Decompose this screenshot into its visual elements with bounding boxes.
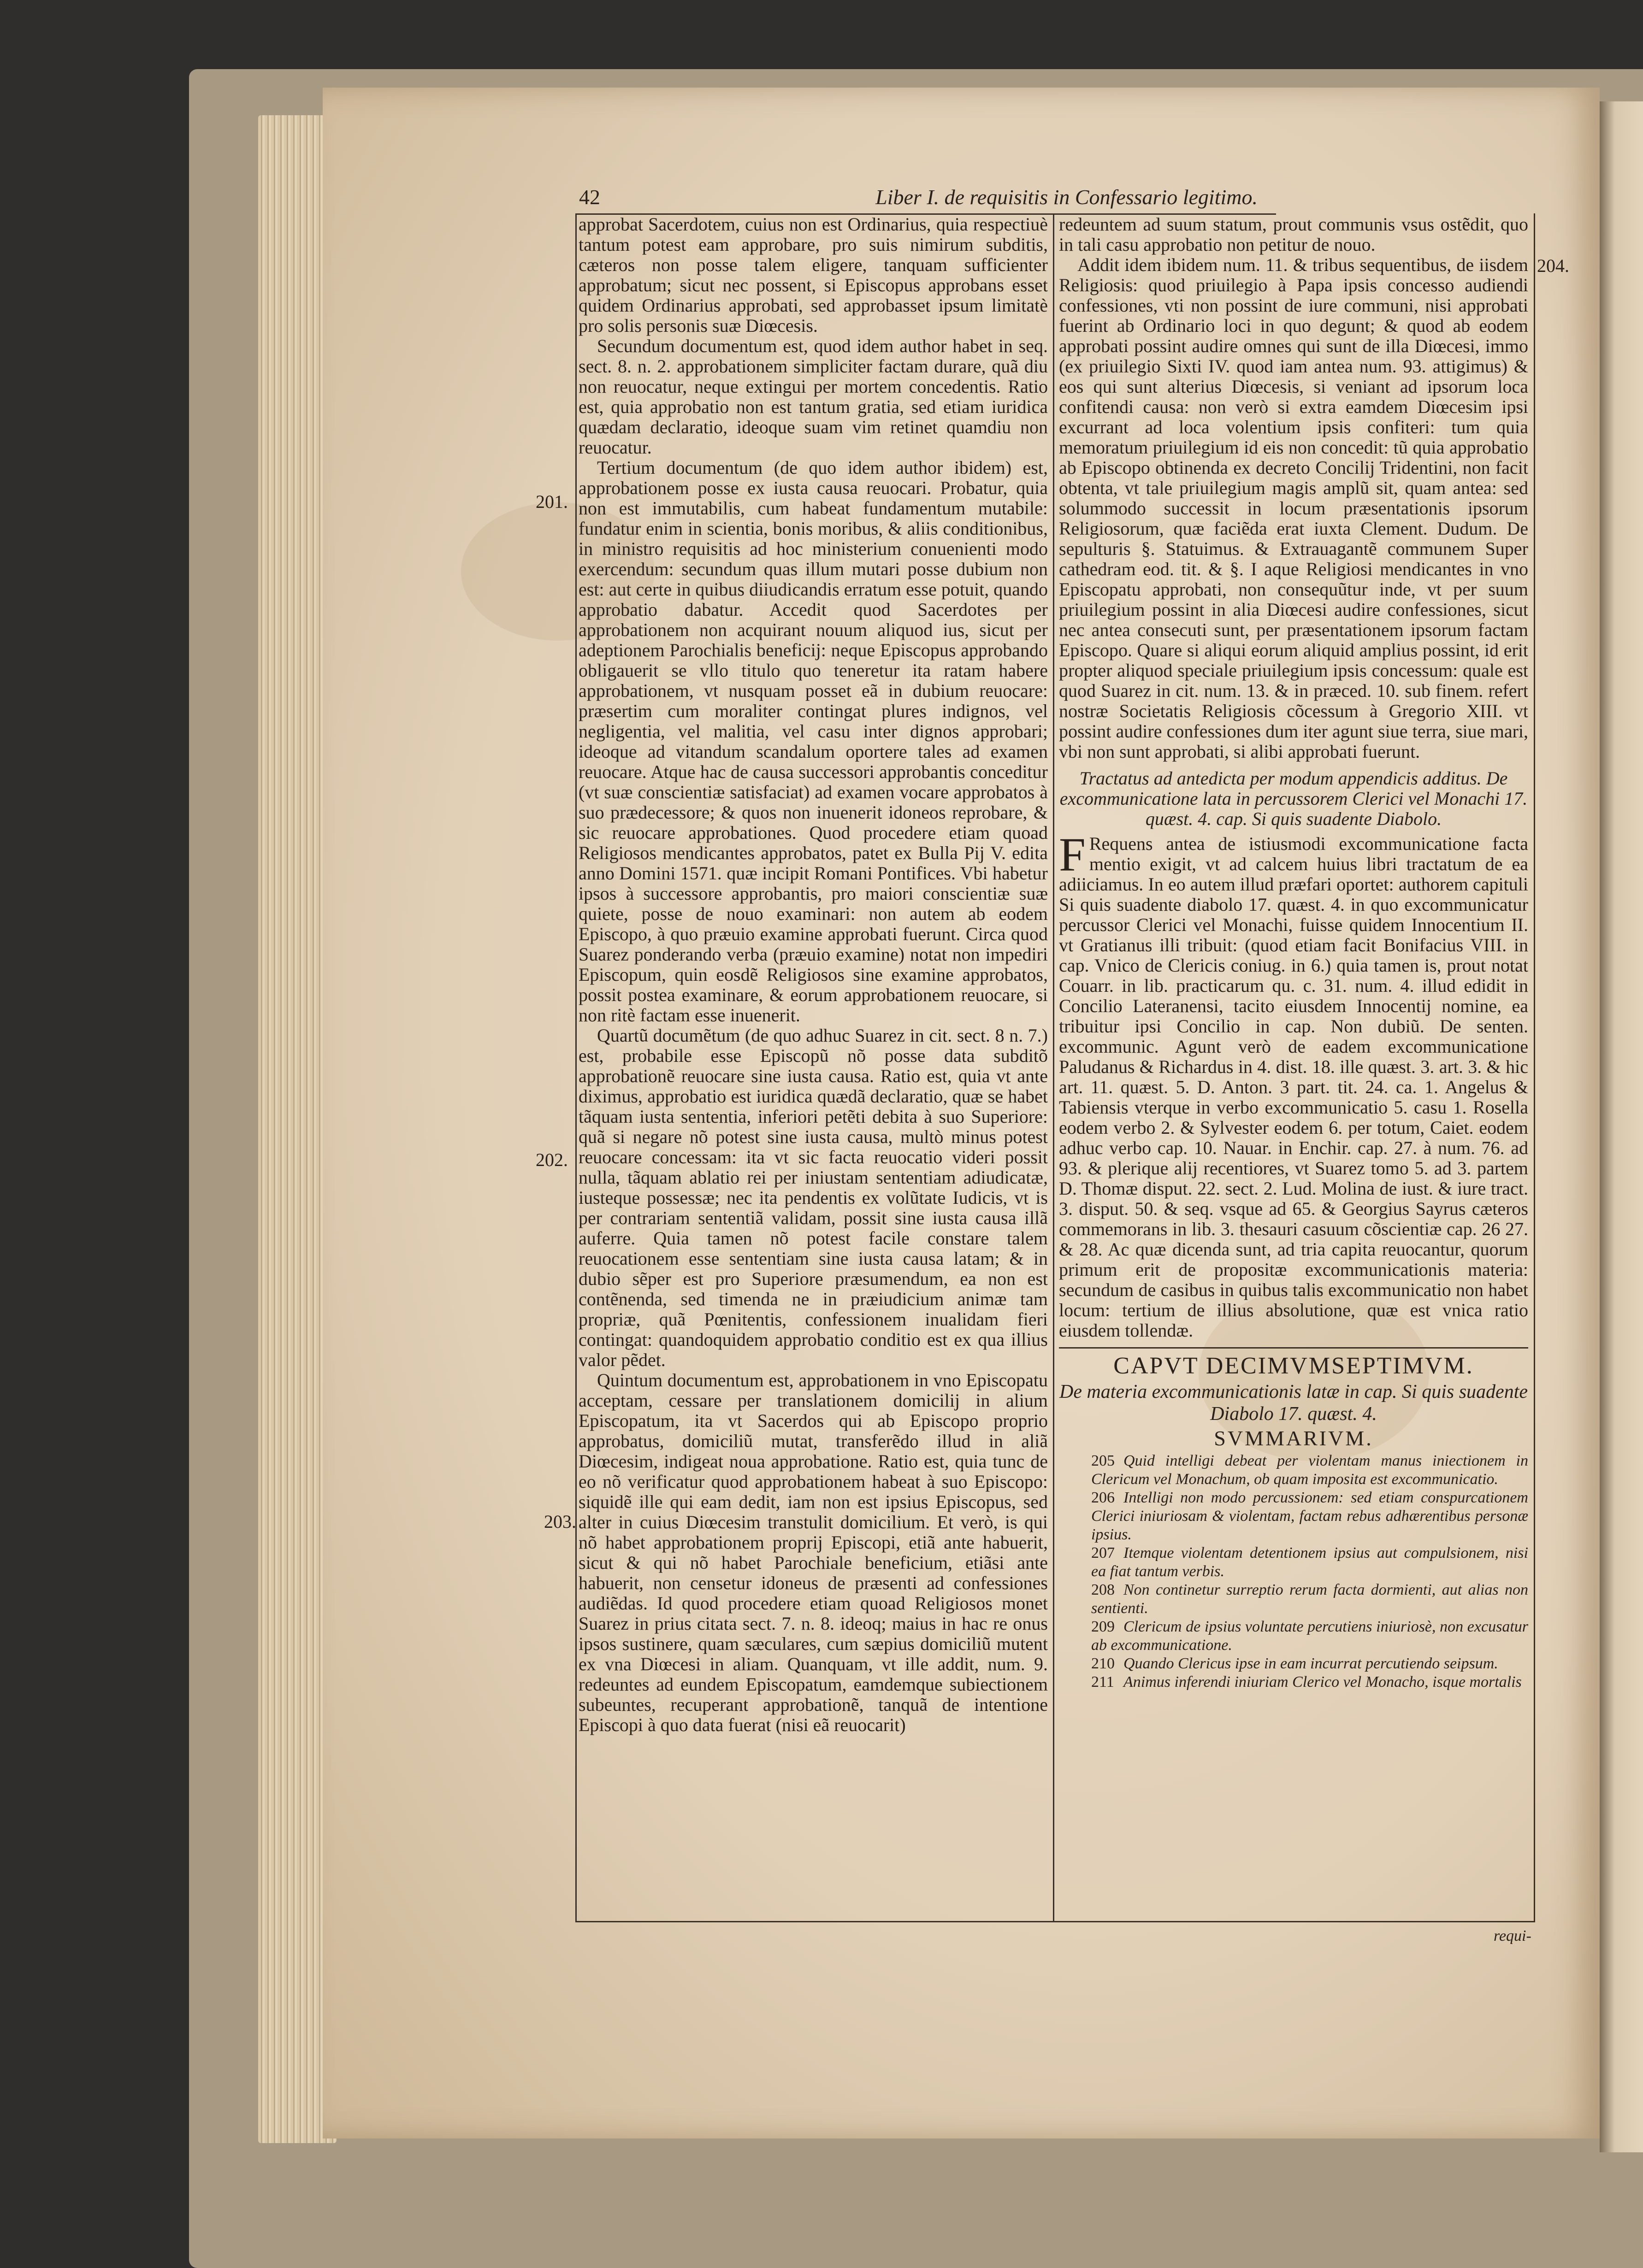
running-head (575, 181, 1276, 215)
left-paragraph-3: Tertium documentum (de quo idem author ibidem) est, approbationem posse ex iusta causa reuocari. Probatur, quia non est immutabilis, cum habeat fundamentum mutabile: fundatur enim in scientia, bonis moribus, & aliis conditionibus, in ministro requisitis ad hoc ministerium conuenienti modo exercendum: secundum quas illum mutari posse dubium non est: aut certe in quibus diiudicandis erratum esse potuit, quando approbatio dabatur. Accedit quod Sacerdotes per approbationem non acquirant nouum aliquod ius, sicut per adeptionem Parochialis beneficij: neque Episcopus approbando obligauerit se vllo titulo quo teneretur ita ratam habere approbationem, vt nusquam posset eã in dubium reuocare: præsertim cum moraliter contingat plures indignos, vel negligentia, vel malitia, vel casu inter dignos approbari; ideoque ad vitandum scandalum oportere tales ad examen reuocare. Atque hac de causa successori approbantis conceditur (vt suæ conscientiæ satisfaciat) ad examen vocare approbatos à suo prædecessore; & quos non inuenerit idoneos reprobare, & sic reuocare approbationes. Quod procedere etiam quoad Religiosos mendicantes approbatos, patet ex Bulla Pij V. edita anno Domini 1571. quæ incipit Romani Pontifices. Vbi habetur ipsos à successore approbantis, pro maiori conscientiæ suæ quiete, posse de nouo examinari: non autem ab eodem Episcopo, à quo præuio examine approbati fuerunt. Circa quod Suarez ponderando verba (præuio examine) notat non impediri Episcopum, quin eosdẽ Religiosos sine examine approbatos, possit postea examinare, & eorum approbationem reuocare, si non ritè factam esse inuenerit. (579, 457, 1048, 1025)
summary-item: 209 Clericum de ipsius voluntate percutiens iniuriosè, non excusatur ab excommunicatione. (1091, 1618, 1528, 1654)
chapter-heading: CAPVT DECIMVMSEPTIMVM. (1059, 1347, 1528, 1381)
summary-item: 207 Itemque violentam detentionem ipsius aut compulsionem, nisi ea fiat tantum verbis. (1091, 1544, 1528, 1580)
margin-number-204: 204. (1537, 255, 1569, 276)
tractatus-heading: Tractatus ad antedicta per modum appendicis additus. De excommunicatione lata in percussorem Clerici vel Monachi 17. quæst. 4. cap. Si quis suadente Diabolo. (1059, 768, 1528, 829)
column-divider (1053, 213, 1054, 1921)
margin-number-203: 203. (544, 1511, 576, 1532)
left-paragraph-4: Quartũ documẽtum (de quo adhuc Suarez in cit. sect. 8 n. 7.) est, probabile esse Episcopũ nõ posse data subditõ approbationẽ reuocare sine iusta causa. Ratio est, quia vt ante diximus, approbatio est iuridica quædã declaratio, quæ se habet tãquam iusta sententia, inferiori petẽti debita à suo Superiore: quã si negare nõ potest sine iusta causa, multò minus potest reuocare concessam: ita vt sic facta reuocatio videri possit nulla, tãquam ablatio rei per iniustam sententiam adiudicatæ, iusteque possessæ; nec ita pendentis ex volũtate Iudicis, vt is per contrariam sententiã validam, possit sine iusta causa illã auferre. Quia tamen nõ potest facile constare talem reuocationem esse sententiam sine iusta causa latam; & in dubio sẽper est pro Superiore præsumendum, ea non est contẽnenda, sed timenda ne in præiudicium animæ tam propriæ, quã Pœnitentis, confessionem inualidam fieri contingat: quandoquidem approbatio conditio est ex qua illius valor pẽdet. (579, 1025, 1048, 1370)
left-paragraph-1: approbat Sacerdotem, cuius non est Ordinarius, quia respectiuè tantum potest eam approbare, pro suis nimirum subditis, cæteros non posse talem eligere, tanquam sufficienter approbatum; sicut nec possent, si Episcopus approbans esset quidem Ordinarius approbati, sed approbasset ipsum limitatè pro solis personis suæ Diœcesis. (579, 214, 1048, 336)
margin-number-202: 202. (536, 1149, 568, 1170)
right-column (1059, 214, 1528, 1691)
summary-item: 205 Quid intelligi debeat per violentam manus iniectionem in Clericum vel Monachum, ob quam imposita est excommunicatio. (1091, 1452, 1528, 1488)
running-title: Liber I. de requisitis in Confessario legitimo. (875, 185, 1258, 209)
drop-cap: F (1059, 828, 1086, 881)
right-paragraph-3 (1059, 828, 1528, 1341)
facing-page-edge (1600, 101, 1643, 2152)
summary-item: 208 Non continetur surreptio rerum facta dormienti, aut alias non sentienti. (1091, 1581, 1528, 1617)
summary-item: 206 Intelligi non modo percussionem: sed etiam conspurcationem Clerici iniuriosam & violentam, factam rebus adhærentibus personæ ipsius. (1091, 1489, 1528, 1543)
chapter-subtitle: De materia excommunicationis latæ in cap. Si quis suadente Diabolo 17. quæst. 4. (1059, 1381, 1528, 1425)
right-paragraph-3-text: Requens antea de istiusmodi excommunicatione facta mentio exigit, vt ad calcem huius libri tractatum de ea adiiciamus. In eo autem illud præfari oportet: authorem capituli Si quis suadente diabolo 17. quæst. 4. in quo excommunicatur percussor Clerici vel Monachi, fuisse quidem Innocentium II. vt Gratianus illi tribuit: (quod etiam facit Bonifacius VIII. in cap. Vnico de Clericis coniug. in 6.) quia tamen is, prout notat Couarr. in lib. practicarum qu. c. 31. num. 4. illud edidit in Concilio Lateranensi, tacito eiusdem Innocentij nomine, ea tribuitur ipsi Concilio in cap. Non dubiũ. De senten. excommunic. Agunt verò de eadem excommunicatione Paludanus & Richardus in 4. dist. 18. ille quæst. 3. art. 3. & hic art. 11. quæst. 5. D. Anton. 3 part. tit. 24. ca. 1. Angelus & Tabiensis vterque in verbo excommunicatio 5. casu 1. Rosella eodem verbo 2. & Sylvester eodem 6. per totum, Caiet. eodem adhuc verbo cap. 10. Nauar. in Enchir. cap. 27. à num. 76. ad 93. & plerique alij recentiores, vt Suarez tomo 5. ad 3. partem D. Thomæ disput. 22. sect. 2. Lud. Molina de iust. & iure tract. 3. disput. 50. & seq. vsque ad 65. & Georgius Sayrus cæteros commemorans in lib. 3. thesauri casuum cõscientiæ cap. 26 27. & 28. Ac quæ dicenda sunt, ad tria capita reuocantur, quorum primum erit de propositæ excommunicationis materia: secundum de casibus in quibus talis excommunicatio non habet locum: tertium de illius absolutione, quæ est vnica ratio eiusdem tollendæ. (1059, 833, 1528, 1341)
left-paragraph-2: Secundum documentum est, quod idem author habet in seq. sect. 8. n. 2. approbationem simpliciter factam durare, quã diu non reuocatur, neque extingui per mortem concedentis. Ratio est, quia approbatio non est tantum gratia, sed etiam iuridica quædam declaratio, ideoque suam vim retinet quamdiu non reuocatur. (579, 336, 1048, 458)
summary-heading: SVMMARIVM. (1214, 1426, 1373, 1450)
summary-item: 211 Animus inferendi iniuriam Clerico vel Monacho, isque mortalis (1091, 1673, 1522, 1691)
right-paragraph-2: Addit idem ibidem num. 11. & tribus sequentibus, de iisdem Religiosis: quod priuilegio à Papa ipsis concesso audiendi confessiones, vti non possint de iure communi, nisi approbati fuerint ab Ordinario loci in quo degunt; & quod ab eodem approbati possint audire omnes qui sunt de illa Diœcesi, immo (ex priuilegio Sixti IV. quod iam antea num. 93. attigimus) & eos qui sunt alterius Diœcesis, si veniant ad ipsorum loca confitendi causa: non verò si extra eamdem Diœcesim ipsi excurrant ad loca volentium ipsis confiteri: tum quia memoratum priuilegium id eis non concedit: tũ quia approbatio ab Episcopo obtinenda ex decreto Concilij Tridentini, non facit obtenta, vt tale priuilegium magis amplũ sit, quam antea: sed solummodo successit in locum præsentationis ipsorum Religiosorum, quæ faciẽda erat iuxta Clement. Dudum. De sepulturis §. Statuimus. & Extrauagantẽ communem Super cathedram eod. tit. & §. I aque Religiosi mendicantes in vno Episcopatu approbati, non consequũtur inde, vt per suum priuilegium possint in alia Diœcesi audire confessiones, sicut nec antea consecuti sunt, per præsentationem ipsorum factam Episcopo. Quare si aliqui eorum aliquid amplius possint, id erit propter aliquod speciale priuilegium ipsis concessum: quale est quod Suarez in cit. num. 13. & in præced. 10. sub finem. refert nostræ Societatis Religiosis cõcessum à Gregorio XIII. vt possint audire confessiones dum iter agunt siue terra, siue mari, vbi non sunt approbati, si alibi approbati fuerunt. (1059, 254, 1528, 762)
left-paragraph-5: Quintum documentum est, approbationem in vno Episcopatu acceptam, cessare per translationem domicilij in alium Episcopatum, ita vt Sacerdos qui ab Episcopo proprio approbatus, domiciliũ mutat, transferẽdo illud in aliã Diœcesim, indigeat noua approbatione. Ratio est, quia tunc de eo nõ verificatur quod approbationem habeat à suo Episcopo: siquidẽ ille qui eam dedit, iam non est ipsius Episcopus, sed alter in cuius Diœcesim transtulit domicilium. Et verò, is qui nõ habet approbationem proprij Episcopi, etiã ante habuerit, sicut & qui nõ habet Parochiale beneficium, etiãsi ante habuerit, non censetur idoneus de præsenti ad confessiones audiẽdas. Id quod procedere etiam quoad Religiosos monet Suarez in prius citata sect. 7. n. 8. ideoq; maius in hac re onus ipsos sustinere, quam sæculares, cum sæpius domiciliũ mutent ex vna Diœcesi in aliam. Quanquam, vt ille addit, num. 9. redeuntes ad eundem Episcopatum, eamdemque subiectionem subeuntes, recuperant approbationẽ, tanquã de intentione Episcopi à quo data fuerat (nisi eã reuocarit) (579, 1370, 1048, 1735)
margin-number-201: 201. (536, 491, 568, 512)
page-number: 42 (579, 185, 600, 209)
summary-item: 210 Quando Clericus ipse in eam incurrat percutiendo seipsum. (1091, 1655, 1498, 1672)
catchword: requi- (1494, 1927, 1531, 1944)
right-paragraph-1: redeuntem ad suum statum, prout communis vsus ostẽdit, quo in tali casu approbatio non petitur de nouo. (1059, 214, 1528, 255)
left-column (579, 214, 1048, 1735)
